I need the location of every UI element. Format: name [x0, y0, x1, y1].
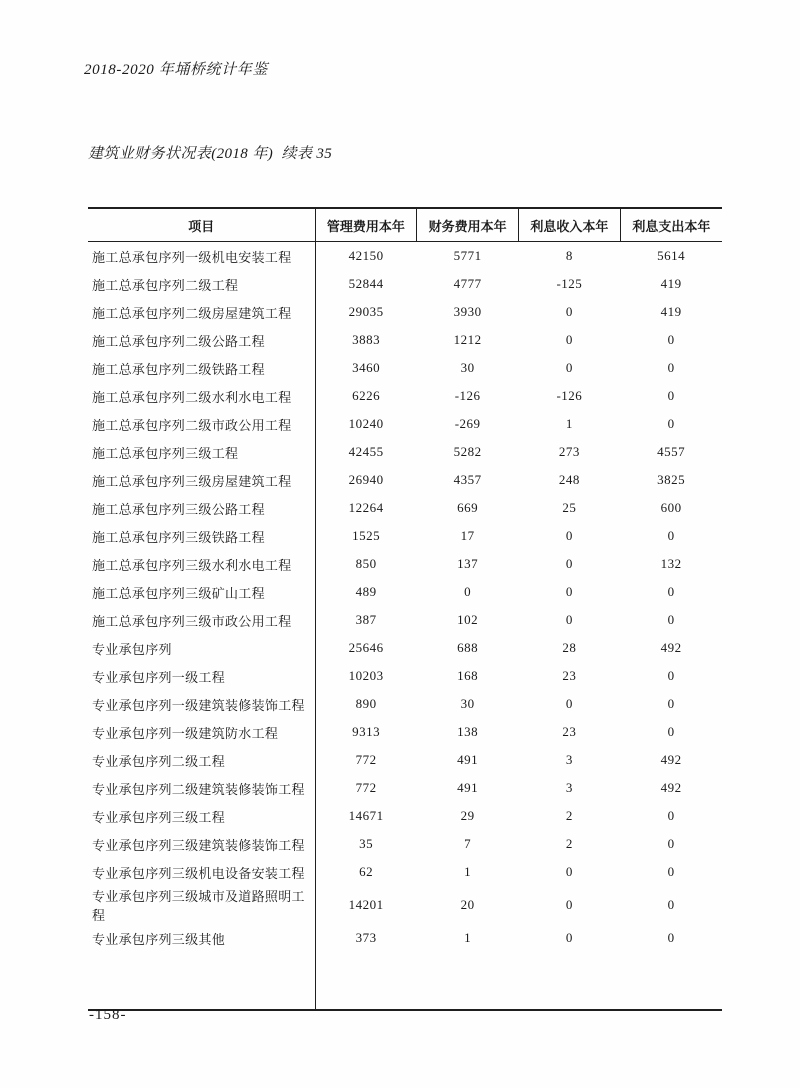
- row-label: 施工总承包序列三级市政公用工程: [88, 606, 315, 634]
- row-value: 0: [667, 332, 675, 347]
- row-value: 492: [660, 780, 682, 795]
- table-row: [88, 438, 722, 466]
- row-value: 3: [565, 780, 573, 795]
- row-value: -126: [556, 388, 583, 403]
- row-label: 施工总承包序列二级市政公用工程: [88, 410, 315, 438]
- table-row: [88, 690, 722, 718]
- row-value: 2: [565, 808, 573, 823]
- row-value: 0: [565, 696, 573, 711]
- filler-cell: [519, 952, 621, 1010]
- row-value: 772: [355, 752, 377, 767]
- filler-cell: [88, 952, 315, 1010]
- row-value: 42150: [348, 248, 384, 263]
- table-header-row: [88, 208, 722, 242]
- row-value: 0: [565, 864, 573, 879]
- row-label: 专业承包序列三级城市及道路照明工程: [88, 886, 315, 924]
- table-row: [88, 886, 722, 924]
- row-value: 0: [667, 416, 675, 431]
- row-value: 492: [660, 640, 682, 655]
- row-value: 137: [457, 556, 479, 571]
- row-label: 施工总承包序列二级房屋建筑工程: [88, 298, 315, 326]
- row-value: 419: [660, 276, 682, 291]
- row-label: 施工总承包序列二级公路工程: [88, 326, 315, 354]
- row-value: 20: [460, 897, 475, 912]
- row-value: 0: [667, 584, 675, 599]
- row-value: 0: [565, 584, 573, 599]
- row-label: 专业承包序列一级建筑防水工程: [88, 718, 315, 746]
- table-row: [88, 578, 722, 606]
- row-label: 施工总承包序列三级水利水电工程: [88, 550, 315, 578]
- row-value: 5282: [453, 444, 482, 459]
- row-label: 专业承包序列三级工程: [88, 802, 315, 830]
- table-row: [88, 746, 722, 774]
- row-value: 4777: [453, 276, 482, 291]
- row-value: 1212: [453, 332, 482, 347]
- row-value: -269: [454, 416, 481, 431]
- row-label: 专业承包序列二级工程: [88, 746, 315, 774]
- row-value: 0: [565, 612, 573, 627]
- row-value: 1525: [352, 528, 381, 543]
- row-value: 669: [457, 500, 479, 515]
- row-value: 0: [667, 668, 675, 683]
- row-value: 9313: [352, 724, 381, 739]
- row-value: 492: [660, 752, 682, 767]
- row-label: 专业承包序列三级其他: [88, 924, 315, 952]
- table-row: [88, 634, 722, 662]
- row-value: 3930: [453, 304, 482, 319]
- row-value: 0: [667, 836, 675, 851]
- row-value: 25646: [348, 640, 384, 655]
- row-value: -125: [556, 276, 583, 291]
- table-row: [88, 354, 722, 382]
- col-header-interest-income: 利息收入本年: [519, 208, 621, 242]
- row-value: 168: [457, 668, 479, 683]
- row-value: 0: [667, 864, 675, 879]
- table-title: 建筑业财务状况表(2018 年) 续表 35: [88, 146, 333, 162]
- row-value: 489: [355, 584, 377, 599]
- row-value: 23: [562, 724, 577, 739]
- row-label: 施工总承包序列二级水利水电工程: [88, 382, 315, 410]
- filler-cell: [417, 952, 519, 1010]
- row-value: 8: [565, 248, 573, 263]
- row-value: 0: [667, 360, 675, 375]
- table-row: [88, 242, 722, 271]
- row-value: 7: [464, 836, 472, 851]
- row-value: 600: [660, 500, 682, 515]
- col-header-admin-expense: 管理费用本年: [315, 208, 417, 242]
- row-label: 施工总承包序列三级矿山工程: [88, 578, 315, 606]
- row-value: 14671: [348, 808, 384, 823]
- row-value: 4557: [657, 444, 686, 459]
- row-value: 102: [457, 612, 479, 627]
- table-row: [88, 298, 722, 326]
- row-label: 专业承包序列: [88, 634, 315, 662]
- table-row: [88, 326, 722, 354]
- row-value: 29035: [348, 304, 384, 319]
- row-value: 0: [565, 360, 573, 375]
- table-row: [88, 774, 722, 802]
- table-row: [88, 410, 722, 438]
- table-row: [88, 270, 722, 298]
- row-value: 419: [660, 304, 682, 319]
- row-value: 0: [565, 528, 573, 543]
- row-value: 0: [565, 332, 573, 347]
- row-value: 17: [460, 528, 475, 543]
- row-value: 491: [457, 780, 479, 795]
- row-value: 12264: [348, 500, 384, 515]
- row-value: 0: [565, 897, 573, 912]
- row-value: 850: [355, 556, 377, 571]
- table-row: [88, 550, 722, 578]
- filler-row: [88, 952, 722, 1010]
- table-row: [88, 494, 722, 522]
- row-value: 387: [355, 612, 377, 627]
- table-row: [88, 924, 722, 952]
- row-label: 施工总承包序列二级工程: [88, 270, 315, 298]
- table-row: [88, 858, 722, 886]
- row-value: 1: [464, 864, 472, 879]
- filler-cell: [315, 952, 417, 1010]
- row-value: 373: [355, 930, 377, 945]
- row-value: 0: [667, 528, 675, 543]
- row-value: 28: [562, 640, 577, 655]
- row-label: 施工总承包序列三级房屋建筑工程: [88, 466, 315, 494]
- col-header-finance-expense: 财务费用本年: [417, 208, 519, 242]
- row-value: 688: [457, 640, 479, 655]
- table-row: [88, 382, 722, 410]
- row-value: 30: [460, 696, 475, 711]
- table-row: [88, 662, 722, 690]
- row-label: 施工总承包序列三级工程: [88, 438, 315, 466]
- table-header: [88, 208, 722, 242]
- book-header: 2018-2020 年埇桥统计年鉴: [84, 62, 268, 78]
- row-value: 0: [565, 930, 573, 945]
- row-value: 29: [460, 808, 475, 823]
- page-number: -158-: [89, 1007, 127, 1023]
- row-label: 专业承包序列一级工程: [88, 662, 315, 690]
- row-value: 0: [565, 556, 573, 571]
- row-label: 施工总承包序列二级铁路工程: [88, 354, 315, 382]
- row-value: 25: [562, 500, 577, 515]
- row-value: 772: [355, 780, 377, 795]
- row-value: 10240: [348, 416, 384, 431]
- row-value: 273: [558, 444, 580, 459]
- row-value: 2: [565, 836, 573, 851]
- row-value: 62: [359, 864, 374, 879]
- row-value: 132: [660, 556, 682, 571]
- row-value: 491: [457, 752, 479, 767]
- row-value: -126: [454, 388, 481, 403]
- row-value: 138: [457, 724, 479, 739]
- row-value: 0: [667, 897, 675, 912]
- row-label: 施工总承包序列三级铁路工程: [88, 522, 315, 550]
- row-value: 42455: [348, 444, 384, 459]
- row-label: 专业承包序列三级机电设备安装工程: [88, 858, 315, 886]
- table-row: [88, 522, 722, 550]
- row-value: 3825: [657, 472, 686, 487]
- table-row: [88, 830, 722, 858]
- col-header-interest-expense: 利息支出本年: [620, 208, 722, 242]
- table-row: [88, 718, 722, 746]
- row-value: 0: [464, 584, 472, 599]
- filler-cell: [620, 952, 722, 1010]
- row-value: 35: [359, 836, 374, 851]
- row-label: 专业承包序列一级建筑装修装饰工程: [88, 690, 315, 718]
- row-value: 890: [355, 696, 377, 711]
- row-label: 专业承包序列二级建筑装修装饰工程: [88, 774, 315, 802]
- row-value: 14201: [348, 897, 384, 912]
- row-value: 52844: [348, 276, 384, 291]
- row-value: 0: [667, 612, 675, 627]
- table-row: [88, 802, 722, 830]
- row-value: 0: [667, 930, 675, 945]
- row-value: 1: [565, 416, 573, 431]
- table-body: [88, 242, 722, 953]
- row-value: 30: [460, 360, 475, 375]
- finance-status-table: [88, 207, 722, 1011]
- table-filler: [88, 952, 722, 1010]
- row-value: 0: [667, 388, 675, 403]
- row-value: 3460: [352, 360, 381, 375]
- row-value: 0: [667, 808, 675, 823]
- row-value: 6226: [352, 388, 381, 403]
- row-value: 26940: [348, 472, 384, 487]
- table-row: [88, 606, 722, 634]
- col-header-item: 项目: [88, 208, 315, 242]
- row-value: 3: [565, 752, 573, 767]
- row-value: 0: [667, 696, 675, 711]
- row-value: 0: [667, 724, 675, 739]
- row-value: 3883: [352, 332, 381, 347]
- table-row: [88, 466, 722, 494]
- row-label: 施工总承包序列三级公路工程: [88, 494, 315, 522]
- row-value: 1: [464, 930, 472, 945]
- row-value: 5771: [453, 248, 482, 263]
- row-value: 10203: [348, 668, 384, 683]
- row-value: 248: [558, 472, 580, 487]
- row-value: 5614: [657, 248, 686, 263]
- row-value: 23: [562, 668, 577, 683]
- row-value: 4357: [453, 472, 482, 487]
- row-label: 施工总承包序列一级机电安装工程: [88, 242, 315, 271]
- row-label: 专业承包序列三级建筑装修装饰工程: [88, 830, 315, 858]
- row-value: 0: [565, 304, 573, 319]
